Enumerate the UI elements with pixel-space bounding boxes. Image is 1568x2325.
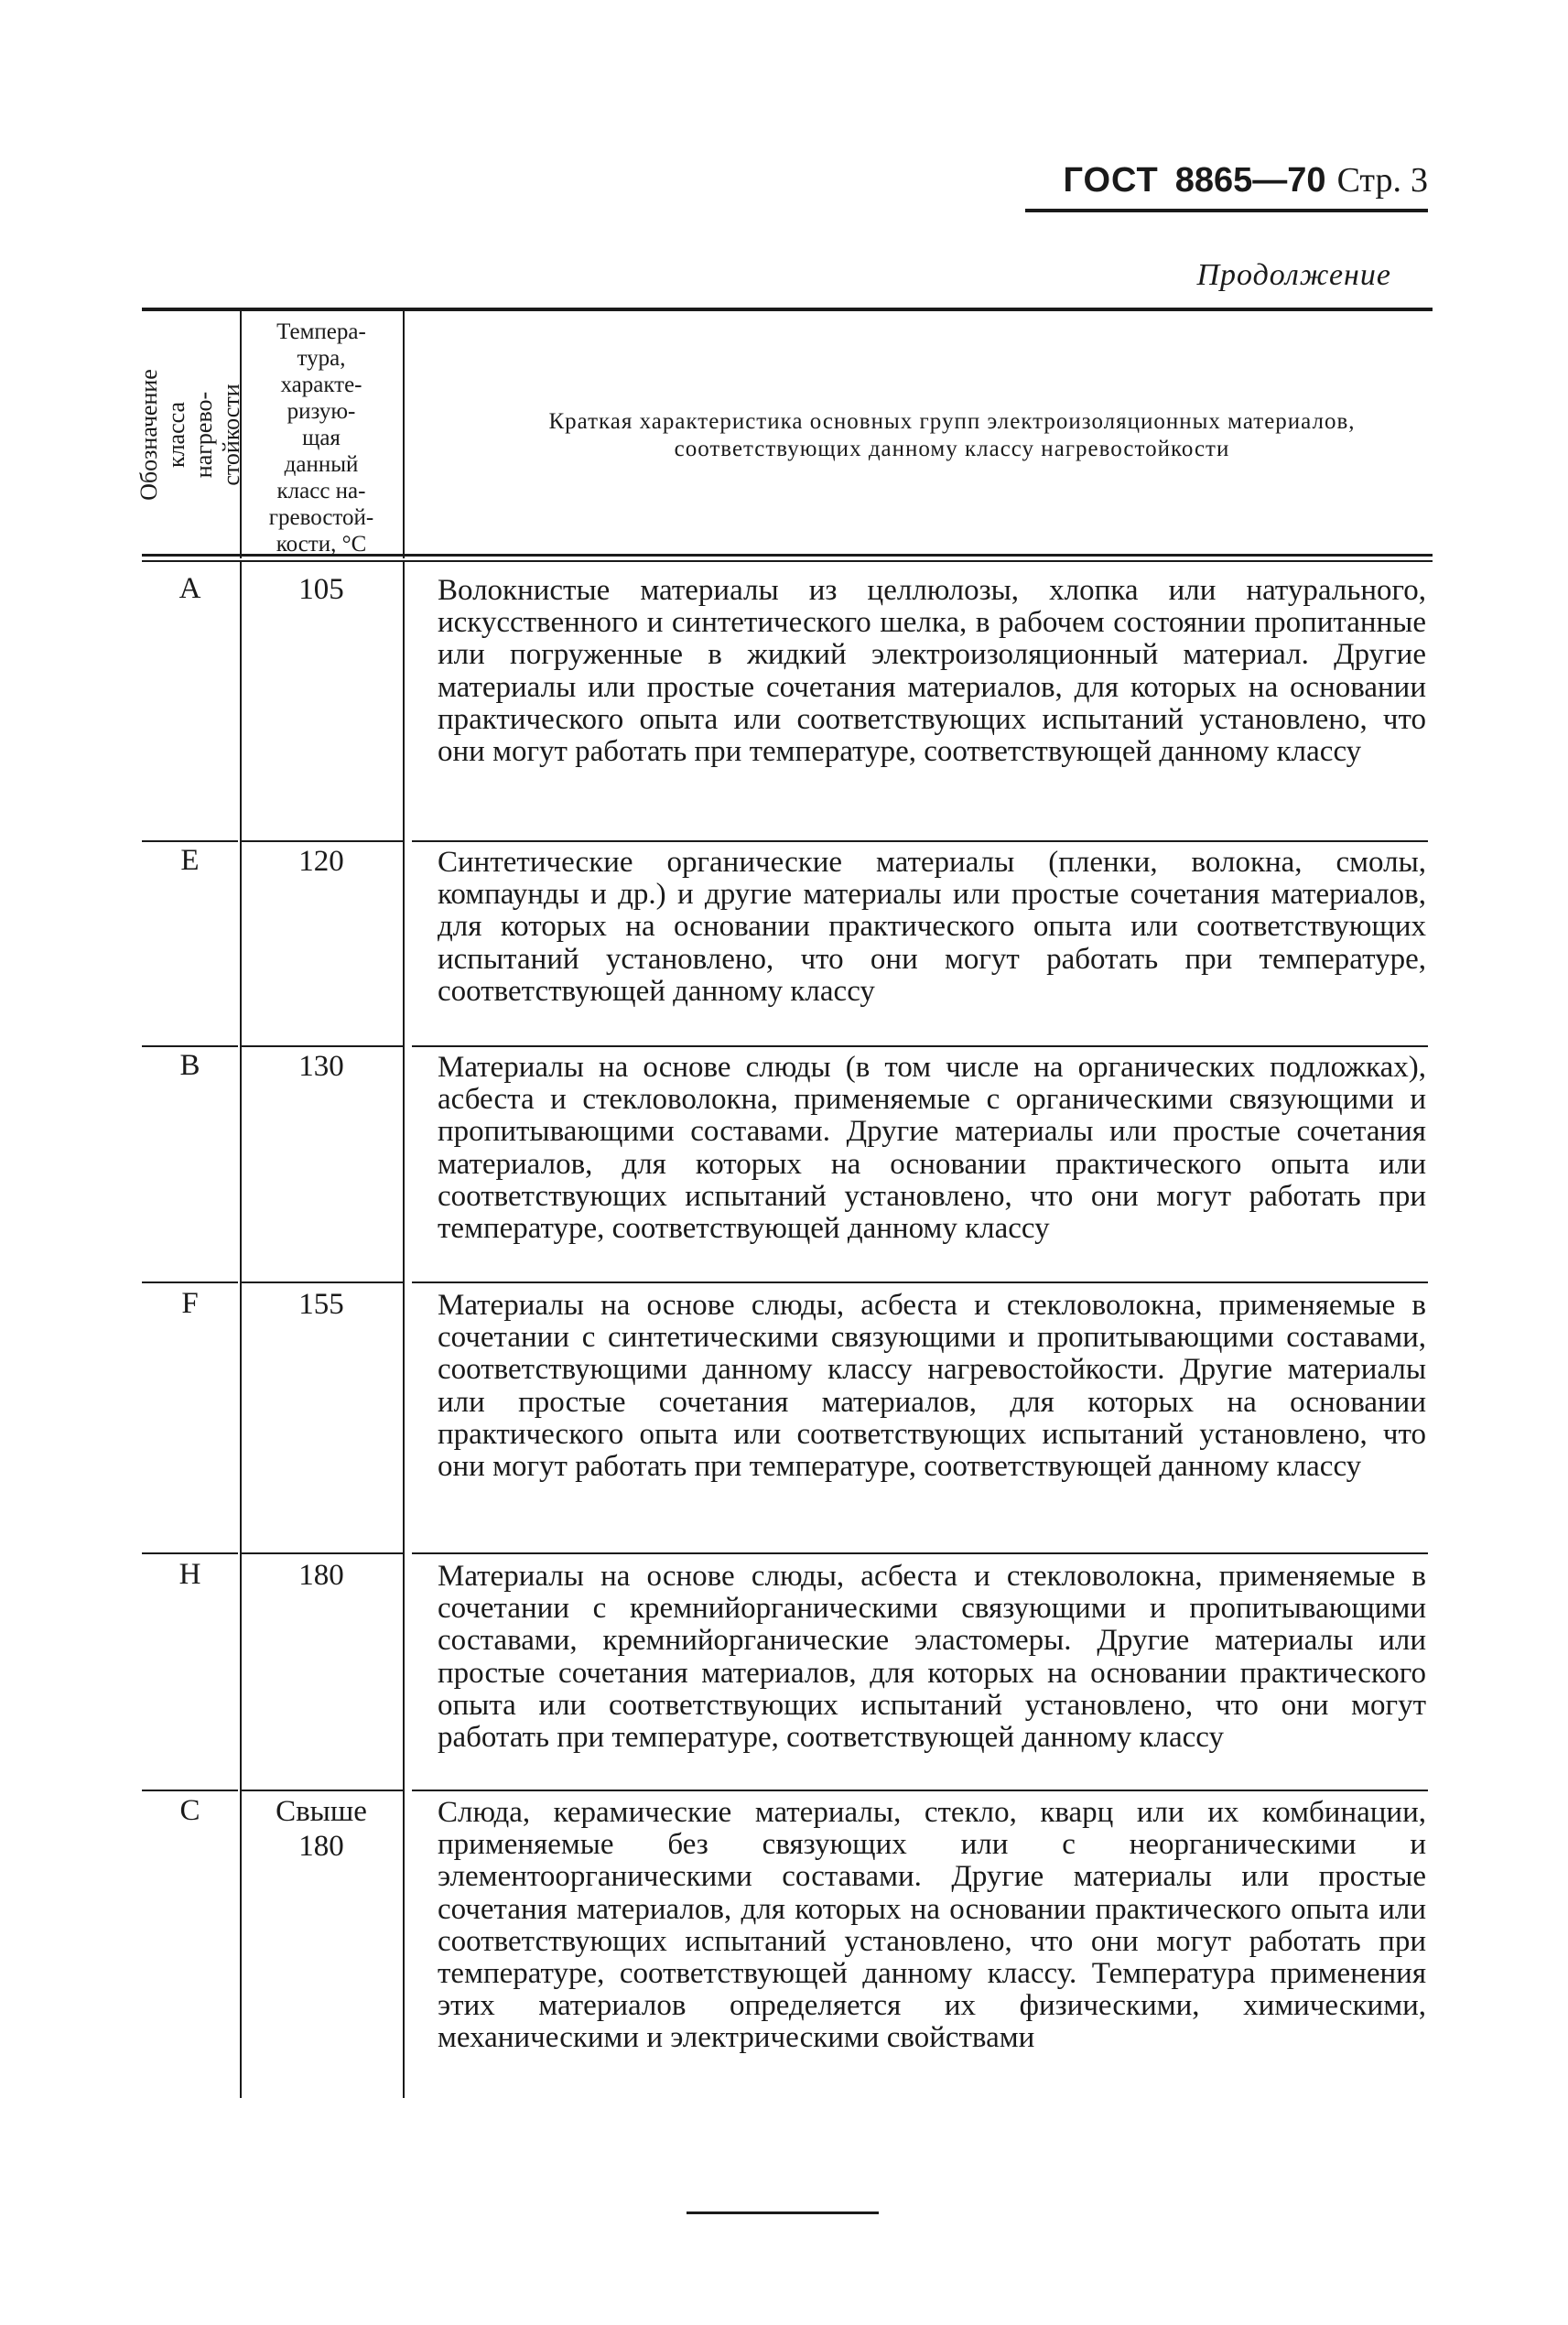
row-divider: [240, 840, 403, 842]
row-divider: [240, 1045, 403, 1047]
row-divider: [412, 1281, 1428, 1283]
row-description-c: Слюда, керамические материалы, стекло, кварц или их комбинации, применяемые без связующих или с неорганическими и элементоорганическими составами. Другие материалы или простые сочетания материалов, для которых на основании практического опыта или соответствующих испытаний установлено, что они могут работать при температуре, соответствующей данному классу. Температура применения этих материалов определяется их физическими, химическими, механическими и электрическими свойствами: [438, 1796, 1426, 2055]
end-rule: [687, 2211, 879, 2214]
header-double-rule: [142, 554, 1433, 562]
row-description-f: Материалы на основе слюды, асбеста и стекловолокна, применяемые в сочетании с синтетическими связующими и пропитывающими составами, соответствующими данному классу нагревостойкости. Другие материалы или простые сочетания материалов, для которых на основании практического опыта или соответствующих испытаний установлено, что они могут работать при температуре, соответствующей данному классу: [438, 1289, 1426, 1484]
standard-label: ГОСТ: [1063, 161, 1159, 200]
standard-number: 8865—70: [1174, 161, 1326, 200]
row-class-c: С: [179, 1794, 200, 1827]
row-temperature-a: 105: [298, 573, 344, 606]
row-class-b: В: [179, 1049, 200, 1082]
row-divider: [412, 840, 1428, 842]
row-class-h: Н: [178, 1558, 201, 1591]
row-temperature-e: 120: [298, 845, 344, 878]
row-divider: [142, 1552, 238, 1554]
row-divider: [240, 1790, 403, 1791]
row-divider: [240, 1552, 403, 1554]
page-label: Стр.: [1336, 161, 1401, 200]
row-divider: [142, 1281, 238, 1283]
row-divider: [412, 1790, 1428, 1791]
row-description-b: Материалы на основе слюды (в том числе на органических подложках), асбеста и стекловолокна, применяемые с органическими связующими и пропитывающими составами. Другие материалы или простые сочетания материалов, для которых на основании практического опыта или соответствующих испытаний установлено, что они могут работать при температуре, соответствующей данному классу: [438, 1051, 1426, 1246]
column-header-description: Краткая характеристика основных групп электроизоляционных материалов, соответствующих данному классу нагревостойкости: [548, 409, 1356, 461]
row-class-a: А: [178, 572, 201, 605]
row-divider: [240, 1281, 403, 1283]
row-divider: [142, 1790, 238, 1791]
row-divider: [412, 1045, 1428, 1047]
row-temperature-b: 130: [298, 1050, 344, 1083]
row-temperature-c: Свыше 180: [276, 1795, 367, 1863]
column-header-temperature: Темпера- тура, характе- ризую- щая данный класс на- гревостой- кости, °C: [268, 319, 374, 557]
column-header-class: [135, 311, 244, 558]
header-column-divider: [403, 311, 405, 558]
body-column-divider: [240, 560, 242, 2098]
row-description-h: Материалы на основе слюды, асбеста и стекловолокна, применяемые в сочетании с кремнийорганическими связующими и пропитывающими составами, кремнийорганические эластомеры. Другие материалы или простые сочетания материалов, для которых на основании практического опыта или соответствующих испытаний установлено, что они могут работать при температуре, соответствующей данному классу: [438, 1560, 1426, 1755]
row-temperature-h: 180: [298, 1559, 344, 1592]
row-divider: [142, 1045, 238, 1047]
continuation-label: Продолжение: [1196, 258, 1391, 292]
row-divider: [412, 1552, 1428, 1554]
table-top-rule: [142, 308, 1433, 311]
page-number: 3: [1411, 161, 1428, 200]
row-description-a: Волокнистые материалы из целлюлозы, хлопка или натурального, искусственного и синтетического шелка, в рабочем состоянии пропитанные или погруженные в жидкий электроизоляционный материал. Другие материалы или простые сочетания материалов, для которых на основании практического опыта или соответствующих испытаний установлено, что они могут работать при температуре, соответствующей данному классу: [438, 574, 1426, 769]
row-description-e: Синтетические органические материалы (пленки, волокна, смолы, компаунды и др.) и другие материалы или простые сочетания материалов, для которых на основании практического опыта или соответствующих испытаний установлено, что они могут работать при температуре, соответствующей данному классу: [438, 846, 1426, 1008]
row-divider: [142, 840, 238, 842]
row-class-e: Е: [180, 844, 200, 877]
body-column-divider: [403, 560, 405, 2098]
column-header-class-text: Обозначение класса нагрево-стойкости: [135, 369, 244, 501]
row-class-f: F: [181, 1287, 199, 1320]
header-rule: [1025, 209, 1428, 212]
row-temperature-f: 155: [298, 1288, 344, 1321]
page-header: [1016, 160, 1428, 215]
